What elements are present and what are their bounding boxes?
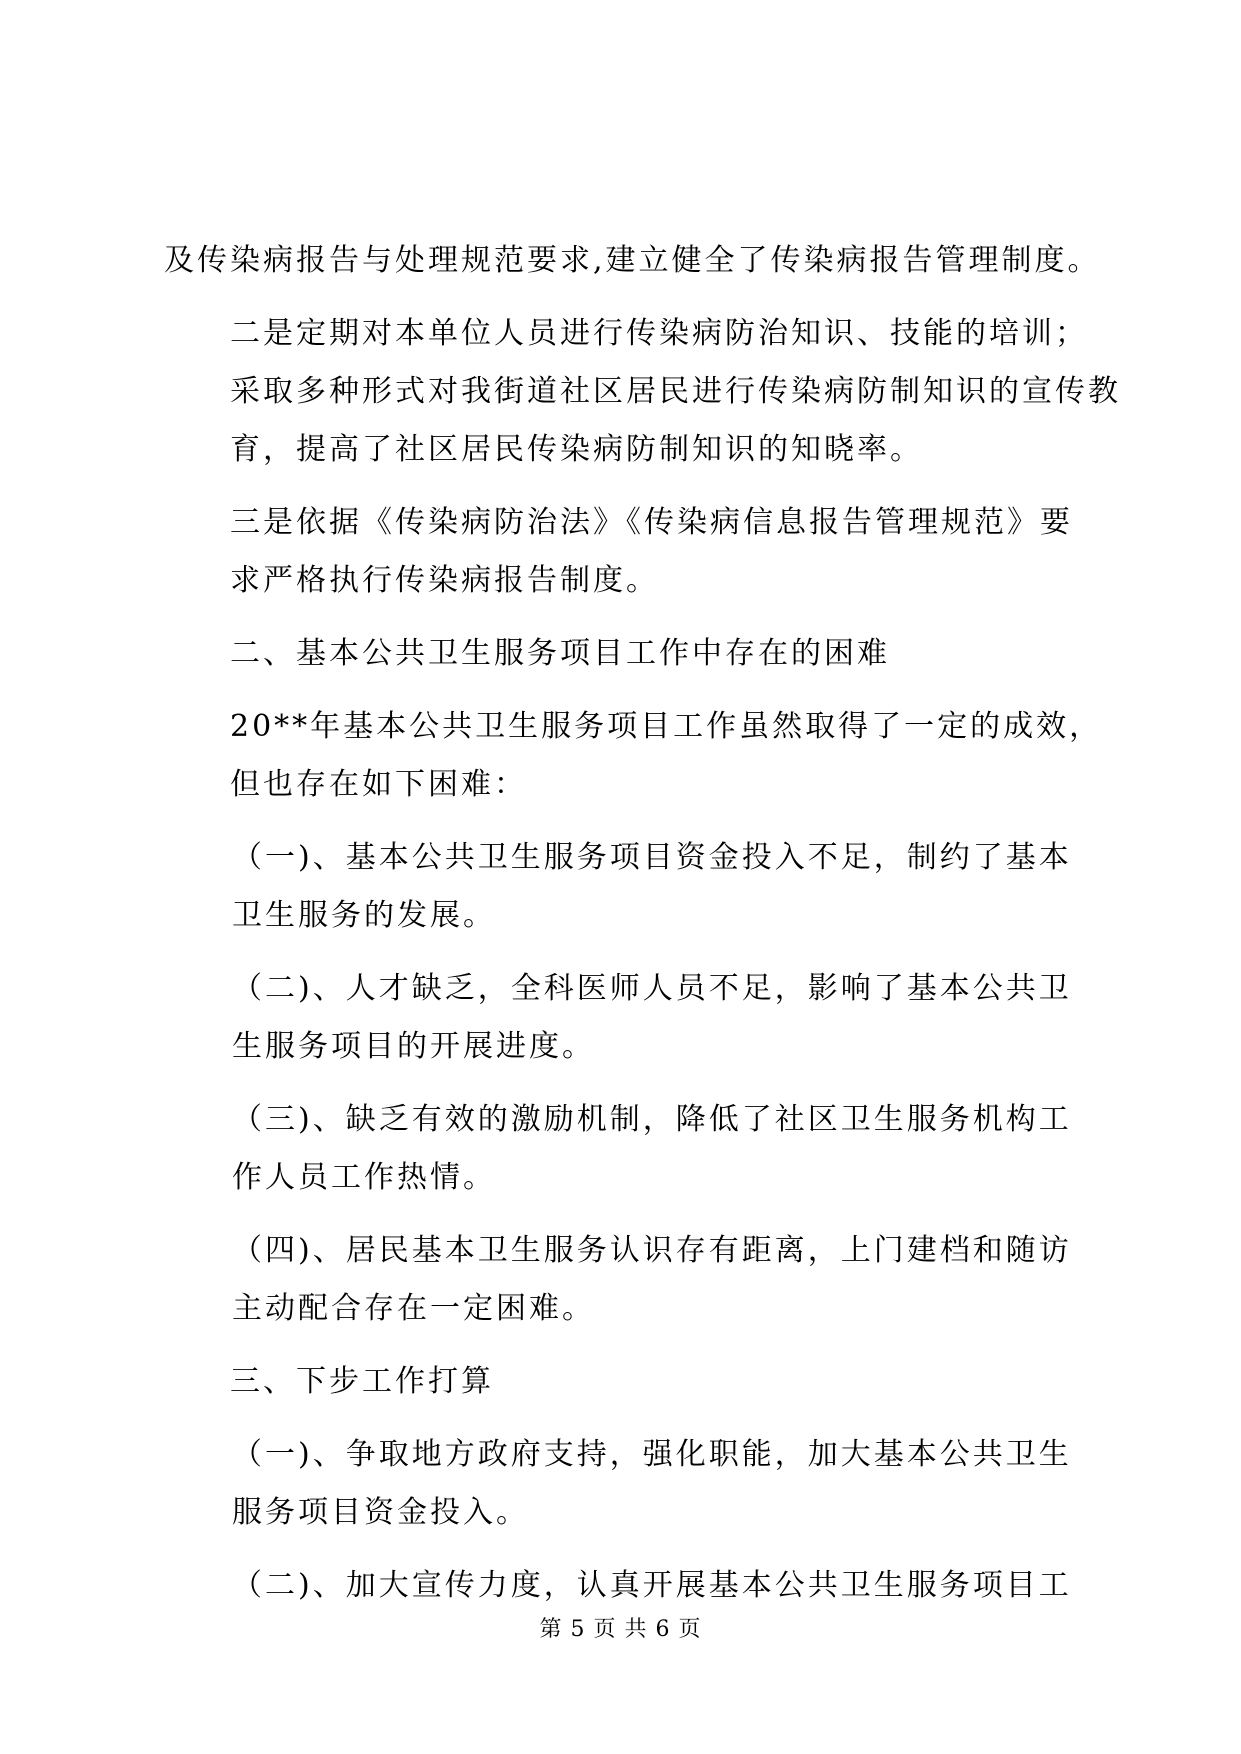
paragraph xyxy=(164,1353,1094,1411)
text-line: 主动配合存在一定困难。 xyxy=(232,1291,595,1326)
text-line: 但也存在如下困难： xyxy=(230,767,527,802)
page-footer: 第 5 页 共 6 页 xyxy=(539,1617,702,1642)
text-line: 三是依据《传染病防治法》《传染病信息报告管理规范》要 xyxy=(230,505,1073,540)
text-line: 育，提高了社区居民传染病防制知识的知晓率。 xyxy=(230,432,923,467)
text-line: 二、基本公共卫生服务项目工作中存在的困难 xyxy=(230,636,890,671)
paragraph xyxy=(164,625,1094,683)
text-line: （二)、加大宣传力度，认真开展基本公共卫生服务项目工 xyxy=(232,1568,1072,1603)
text-line: 作人员工作热情。 xyxy=(232,1160,496,1195)
text-line: （四)、居民基本卫生服务认识存有距离，上门建档和随访 xyxy=(232,1233,1072,1268)
paragraph xyxy=(164,494,1094,610)
text-line: （一)、争取地方政府支持，强化职能，加大基本公共卫生 xyxy=(232,1437,1072,1472)
text-line: （二)、人才缺乏，全科医师人员不足，影响了基本公共卫 xyxy=(232,971,1072,1006)
text-line: 二是定期对本单位人员进行传染病防治知识、技能的培训； xyxy=(230,316,1088,351)
text-line: （三)、缺乏有效的激励机制，降低了社区卫生服务机构工 xyxy=(232,1102,1072,1137)
text-line: 卫生服务的发展。 xyxy=(232,898,496,933)
text-line: （一)、基本公共卫生服务项目资金投入不足，制约了基本 xyxy=(232,840,1072,875)
paragraph xyxy=(164,1426,1094,1542)
paragraph xyxy=(164,232,1101,290)
paragraph xyxy=(164,960,1094,1076)
paragraph xyxy=(164,1222,1094,1338)
text-line: 采取多种形式对我街道社区居民进行传染病防制知识的宣传教 xyxy=(230,374,1121,409)
document-body xyxy=(164,232,1121,1630)
text-line: 三、下步工作打算 xyxy=(230,1364,494,1399)
paragraph xyxy=(164,698,1103,814)
paragraph xyxy=(164,305,1121,479)
text-line: 及传染病报告与处理规范要求,建立健全了传染病报告管理制度。 xyxy=(164,243,1101,278)
text-line: 20**年基本公共卫生服务项目工作虽然取得了一定的成效， xyxy=(230,709,1103,744)
text-line: 生服务项目的开展进度。 xyxy=(232,1029,595,1064)
text-line: 服务项目资金投入。 xyxy=(232,1495,529,1530)
text-line: 求严格执行传染病报告制度。 xyxy=(230,563,659,598)
paragraph xyxy=(164,1557,1094,1615)
paragraph xyxy=(164,829,1094,945)
paragraph xyxy=(164,1091,1094,1207)
